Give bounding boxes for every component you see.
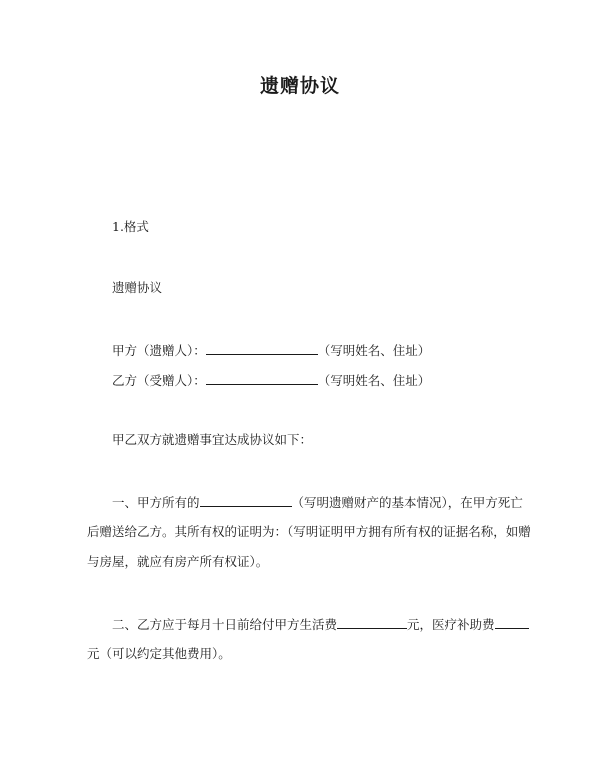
medical-allowance-blank	[495, 615, 529, 629]
clause1-line1	[112, 493, 523, 511]
party-b-line	[112, 371, 430, 389]
party-a-label: 甲方（遗赠人）：	[112, 343, 206, 358]
clause1-prefix: 一、甲方所有的	[112, 495, 200, 510]
clause1-suffix: （写明遗赠财产的基本情况），在甲方死亡	[291, 495, 523, 510]
party-a-note: （写明姓名、住址）	[317, 343, 431, 358]
clause2-mid: 元，医疗补助费	[407, 617, 495, 632]
clause2-prefix: 二、乙方应于每月十日前给付甲方生活费	[112, 617, 338, 632]
party-b-blank	[206, 371, 318, 385]
intro-text: 甲乙双方就遗赠事宜达成协议如下：	[112, 432, 313, 447]
living-expense-blank	[337, 615, 407, 629]
party-a-blank	[206, 341, 318, 355]
party-a-line	[112, 341, 430, 359]
party-b-label: 乙方（受赠人）：	[112, 373, 206, 388]
clause2-line2: 元（可以约定其他费用）。	[87, 646, 231, 661]
document-subtitle: 遗赠协议	[112, 280, 163, 295]
section-heading: 1.格式	[112, 219, 149, 234]
clause2-line1	[112, 615, 529, 633]
clause1-line3: 与房屋，就应有房产所有权证）。	[87, 554, 269, 569]
clause1-blank	[200, 493, 292, 507]
clause1-line2: 后赠送给乙方。其所有权的证明为：（写明证明甲方拥有所有权的证据名称，如赠	[87, 524, 531, 539]
document-title: 遗赠协议	[259, 75, 340, 97]
party-b-note: （写明姓名、住址）	[317, 373, 431, 388]
